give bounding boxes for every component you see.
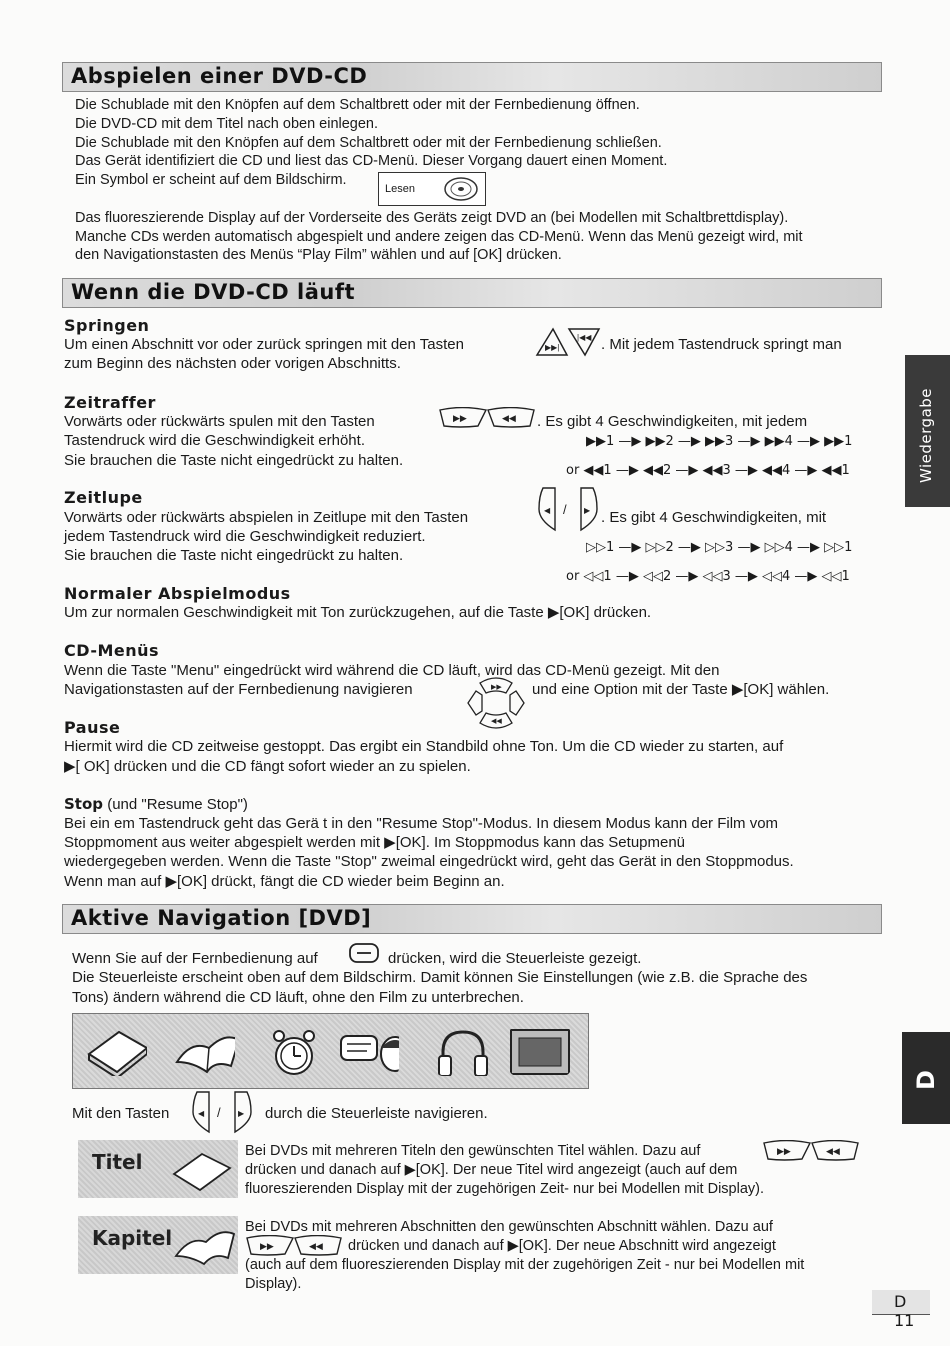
nav-text: durch die Steuerleiste navigieren.	[265, 1105, 488, 1122]
zeitraffer-text: . Es gibt 4 Geschwindigkeiten, mit jedem	[537, 413, 808, 430]
springen-heading: Springen	[64, 316, 150, 335]
navigation-cross-icon	[462, 675, 530, 731]
fast-forward-rewind-icon	[762, 1140, 860, 1162]
page-number-box	[872, 1290, 930, 1330]
svg-text:◀: ◀	[198, 1109, 205, 1118]
svg-text:◀: ◀	[544, 506, 551, 515]
cdmenu-text: und eine Option mit der Taste ▶[OK] wählen.	[532, 681, 830, 698]
intro-line: Das Gerät identifiziert die CD und liest das CD-Menü. Dieser Vorgang dauert einen Moment.	[75, 153, 668, 169]
zeitlupe-text: . Es gibt 4 Geschwindigkeiten, mit	[601, 509, 827, 526]
section-letter: D	[912, 1070, 940, 1090]
normal-heading: Normaler Abspielmodus	[64, 584, 291, 603]
speed-sequence: or ◀◀1 —▶ ◀◀2 —▶ ◀◀3 —▶ ◀◀4 —▶ ◀◀1	[566, 463, 850, 478]
springen-text: . Mit jedem Tastendruck springt man	[601, 336, 842, 353]
svg-text:|◀◀: |◀◀	[577, 333, 592, 342]
svg-text:▶▶: ▶▶	[777, 1146, 791, 1156]
section-title: Wenn die DVD-CD läuft	[71, 280, 356, 304]
control-toolbar	[72, 1013, 589, 1089]
headphones-icon[interactable]	[435, 1026, 497, 1076]
nav-text: Wenn Sie auf der Fernbedienung auf	[72, 950, 318, 967]
stop-text: Wenn man auf ▶[OK] drückt, fängt die CD wieder beim Beginn an.	[64, 873, 505, 890]
disc-icon	[443, 176, 479, 202]
open-book-icon	[172, 1222, 238, 1270]
zeitlupe-text: jedem Tastendruck wird die Geschwindigkeit reduziert.	[64, 528, 426, 545]
springen-text: zum Beginn des nächsten oder vorigen Abschnitts.	[64, 355, 401, 372]
intro-line: Die DVD-CD mit dem Titel nach oben einlegen.	[75, 116, 379, 132]
kapitel-text: Display).	[245, 1276, 302, 1292]
svg-text:◀◀: ◀◀	[309, 1241, 323, 1251]
stop-text: Stoppmoment aus weiter abgespielt werden mit ▶[OK]. Im Stoppmodus kann das Setupmenü	[64, 834, 686, 851]
cdmenu-text: Wenn die Taste "Menu" eingedrückt wird während die CD läuft, wird das CD-Menü gezeigt. Mit den	[64, 662, 720, 679]
wiedergabe-label: Wiedergabe	[917, 387, 935, 483]
zeitraffer-text: Tastendruck wird die Geschwindigkeit erhöht.	[64, 432, 365, 449]
section-letter-tab	[902, 1032, 950, 1124]
intro-line: Manche CDs werden automatisch abgespielt und andere zeigen das CD-Menü. Wenn das Menü gezeigt wird, mit	[75, 229, 803, 245]
intro-line: Ein Symbol er scheint auf dem Bildschirm.	[75, 172, 347, 188]
svg-text:▶: ▶	[238, 1109, 245, 1118]
section-title: Abspielen einer DVD-CD	[71, 64, 368, 88]
kapitel-label-box	[78, 1216, 238, 1274]
pause-text: Hiermit wird die CD zeitweise gestoppt. Das ergibt ein Standbild ohne Ton. Um die CD wieder zu starten, auf	[64, 738, 784, 755]
section-header-navigation	[62, 904, 882, 934]
svg-text:▶▶: ▶▶	[453, 413, 467, 423]
cdmenu-heading: CD-Menüs	[64, 641, 160, 660]
intro-line: den Navigationstasten des Menüs “Play Film” wählen und auf [OK] drücken.	[75, 247, 562, 263]
zeitlupe-text: Vorwärts oder rückwärts abspielen in Zeitlupe mit den Tasten	[64, 509, 469, 526]
springen-text: Um einen Abschnitt vor oder zurück springen mit den Tasten	[64, 336, 464, 353]
kapitel-label: Kapitel	[92, 1226, 173, 1250]
lesen-label: Lesen	[385, 183, 415, 195]
nav-text: Die Steuerleiste erscheint oben auf dem Bildschirm. Damit können Sie Einstellungen (wie z.B. die Sprache des	[72, 969, 808, 986]
svg-text:◀◀: ◀◀	[826, 1146, 840, 1156]
nav-text: drücken, wird die Steuerleiste gezeigt.	[388, 950, 642, 967]
titel-text: drücken und danach auf ▶[OK]. Der neue Titel wird angezeigt (auch auf dem	[245, 1162, 738, 1178]
speed-sequence: ▶▶1 —▶ ▶▶2 —▶ ▶▶3 —▶ ▶▶4 —▶ ▶▶1	[586, 434, 853, 449]
zeitlupe-heading: Zeitlupe	[64, 488, 143, 507]
fast-forward-rewind-icon	[245, 1235, 343, 1257]
intro-line: Die Schublade mit den Knöpfen auf dem Schaltbrett oder mit der Fernbedienung öffnen.	[75, 97, 640, 113]
intro-line: Die Schublade mit den Knöpfen auf dem Schaltbrett oder mit der Fernbedienung schließen.	[75, 135, 662, 151]
stop-heading-rest: (und "Resume Stop")	[103, 796, 248, 813]
svg-text:◀◀: ◀◀	[491, 718, 502, 725]
svg-text:▶▶: ▶▶	[260, 1241, 274, 1251]
stop-text: Bei ein em Tastendruck geht das Gerä t in den "Resume Stop"-Modus. In diesem Modus kann der Film vom	[64, 815, 779, 832]
zeitraffer-text: Sie brauchen die Taste nicht eingedrückt zu halten.	[64, 452, 404, 469]
display-button-icon	[348, 942, 380, 964]
stop-heading-line	[64, 795, 248, 813]
nav-text: Mit den Tasten	[72, 1105, 170, 1122]
titel-label: Titel	[92, 1150, 143, 1174]
kapitel-text: drücken und danach auf ▶[OK]. Der neue Abschnitt wird angezeigt	[348, 1238, 776, 1254]
titel-text: Bei DVDs mit mehreren Titeln den gewünschten Titel wählen. Dazu auf	[245, 1143, 701, 1159]
pause-text: ▶[ OK] drücken und die CD fängt sofort wieder an zu spielen.	[64, 758, 471, 775]
speed-sequence: ▷▷1 —▶ ▷▷2 —▶ ▷▷3 —▶ ▷▷4 —▶ ▷▷1	[586, 540, 853, 555]
stop-text: wiedergegeben werden. Wenn die Taste "Stop" zweimal eingedrückt wird, geht das Gerät in den Stoppmodus.	[64, 853, 794, 870]
open-book-icon[interactable]	[173, 1026, 235, 1076]
speed-sequence: or ◁◁1 —▶ ◁◁2 —▶ ◁◁3 —▶ ◁◁4 —▶ ◁◁1	[566, 569, 850, 584]
section-header-laeuft	[62, 278, 882, 308]
cdmenu-text: Navigationstasten auf der Fernbedienung navigieren	[64, 681, 413, 698]
speaking-person-icon[interactable]	[337, 1026, 399, 1076]
normal-text: Um zur normalen Geschwindigkeit mit Ton zurückzugehen, auf die Taste ▶[OK] drücken.	[64, 604, 652, 621]
titel-text: fluoreszierenden Display mit der zugehörigen Zeit- nur bei Modellen mit Display).	[245, 1181, 765, 1197]
svg-text:◀◀: ◀◀	[502, 413, 516, 423]
wiedergabe-tab	[905, 355, 950, 507]
svg-text:▶▶: ▶▶	[491, 684, 502, 691]
alarm-clock-icon[interactable]	[269, 1026, 331, 1076]
skip-buttons-icon	[535, 325, 601, 359]
left-right-buttons-icon	[191, 1088, 253, 1136]
lesen-indicator	[378, 172, 486, 206]
screen-icon[interactable]	[509, 1026, 571, 1076]
intro-line: Das fluoreszierende Display auf der Vorderseite des Geräts zeigt DVD an (bei Modellen mit Schaltbrettdisplay).	[75, 210, 789, 226]
page-number: D 11	[894, 1292, 915, 1330]
svg-text:▶: ▶	[584, 506, 591, 515]
section-title: Aktive Navigation [DVD]	[71, 906, 372, 930]
svg-text:/: /	[217, 1105, 221, 1120]
kapitel-text: (auch auf dem fluoreszierenden Display mit der zugehörigen Zeit - nur bei Modellen mit	[245, 1257, 805, 1273]
book-icon[interactable]	[85, 1026, 147, 1076]
svg-text:/: /	[563, 502, 567, 517]
stop-heading: Stop	[64, 795, 104, 813]
slow-motion-buttons-icon	[537, 484, 599, 534]
zeitlupe-text: Sie brauchen die Taste nicht eingedrückt zu halten.	[64, 547, 404, 564]
kapitel-text: Bei DVDs mit mehreren Abschnitten den gewünschten Abschnitt wählen. Dazu auf	[245, 1219, 773, 1235]
nav-text: Tons) ändern während die CD läuft, ohne den Film zu unterbrechen.	[72, 989, 524, 1006]
titel-label-box	[78, 1140, 238, 1198]
zeitraffer-text: Vorwärts oder rückwärts spulen mit den Tasten	[64, 413, 375, 430]
pause-heading: Pause	[64, 718, 121, 737]
svg-text:▶▶|: ▶▶|	[545, 343, 560, 352]
fast-forward-rewind-icon	[438, 407, 536, 429]
zeitraffer-heading: Zeitraffer	[64, 393, 156, 412]
book-icon	[170, 1148, 234, 1194]
section-header-abspielen	[62, 62, 882, 92]
